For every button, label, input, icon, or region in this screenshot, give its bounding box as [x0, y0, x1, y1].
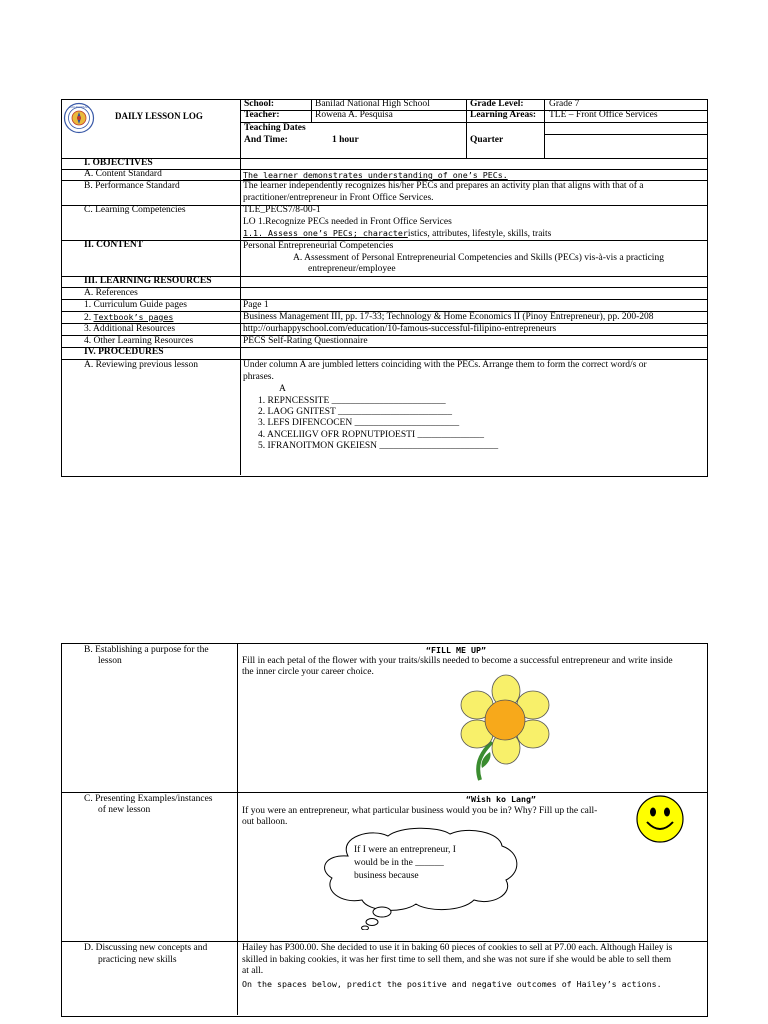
fill-me-up-instruction-2: the inner circle your career choice. — [242, 667, 374, 677]
reviewing-instruction-1: Under column A are jumbled letters coinciding with the PECs. Arrange them to form the correct word/s or — [243, 360, 647, 370]
quarter-label: Quarter — [470, 135, 504, 145]
curriculum-guide-value: Page 1 — [243, 300, 269, 310]
wish-instruction-2: out balloon. — [242, 817, 288, 827]
resources-heading: III. LEARNING RESOURCES — [84, 276, 212, 286]
grade-level-value: Grade 7 — [549, 99, 580, 109]
document-title: DAILY LESSON LOG — [115, 111, 203, 121]
smiley-face-icon — [635, 794, 685, 844]
column-a-header: A — [279, 384, 286, 394]
competency-item-rest: istics, attributes, lifestyle, skills, traits — [407, 229, 552, 239]
fill-me-up-title: “FILL ME UP” — [426, 645, 486, 655]
performance-standard-label: B. Performance Standard — [84, 181, 180, 191]
content-line-1: Personal Entrepreneurial Competencies — [243, 241, 394, 251]
discussing-concepts-label-1: D. Discussing new concepts and — [84, 943, 208, 953]
jumbled-item: 5. IFRANOITMON GKEIESN _________________________ — [258, 441, 499, 451]
flower-icon[interactable] — [454, 672, 554, 784]
content-line-3: entrepreneur/employee — [308, 264, 396, 274]
thought-balloon-icon[interactable] — [318, 826, 524, 930]
hailey-text-1: Hailey has P300.00. She decided to use it in baking 60 pieces of cookies to sell at P7.00 each. Although Hailey is — [242, 943, 673, 953]
content-heading: II. CONTENT — [84, 240, 144, 250]
objectives-heading: I. OBJECTIVES — [84, 158, 153, 168]
balloon-line-2: would be in the ______ — [354, 858, 444, 868]
additional-resources-link[interactable]: http://ourhappyschool.com/education/10-famous-successful-filipino-entrepreneurs — [243, 324, 557, 334]
jumbled-item: 1. REPNCESSITE ________________________ — [258, 396, 446, 406]
textbook-pages-value: Business Management III, pp. 17-33; Technology & Home Economics II (Pinoy Entrepreneur), pp. 200-208 — [243, 312, 654, 322]
learning-areas-label: Learning Areas: — [470, 110, 537, 120]
deped-seal-icon — [63, 102, 95, 134]
textbook-label-text: Textbook’s pages — [93, 312, 174, 322]
teacher-value: Rowena A. Pesquisa — [315, 110, 393, 120]
reviewing-lesson-label: A. Reviewing previous lesson — [84, 360, 198, 370]
teaching-time-label: And Time: — [244, 135, 288, 145]
textbook-num: 2. — [84, 313, 94, 323]
establishing-purpose-label-1: B. Establishing a purpose for the — [84, 645, 209, 655]
jumbled-item: 4. ANCELIIGV OFR ROPNUTPIOESTI ______________ — [258, 430, 484, 440]
wish-instruction-1: If you were an entrepreneur, what particular business would you be in? Why? Fill up the call- — [242, 806, 598, 816]
presenting-examples-label-1: C. Presenting Examples/instances — [84, 794, 213, 804]
establishing-purpose-label-2: lesson — [98, 656, 122, 666]
additional-resources-label: 3. Additional Resources — [84, 324, 176, 334]
content-standard-value: The learner demonstrates understanding of one’s PECs. — [243, 170, 508, 180]
hailey-instruction: On the spaces below, predict the positive and negative outcomes of Hailey’s actions. — [242, 979, 662, 989]
performance-standard-line-1: The learner independently recognizes his/her PECs and prepares an activity plan that aligns with that of a — [243, 181, 644, 191]
competency-lo: LO 1.Recognize PECs needed in Front Office Services — [243, 217, 452, 227]
fill-me-up-instruction-1: Fill in each petal of the flower with your traits/skills needed to become a successful entrepreneur and write inside — [242, 656, 673, 666]
content-standard-label: A. Content Standard — [84, 169, 162, 179]
hailey-text-3: at all. — [242, 966, 264, 976]
hailey-text-2: skilled in baking cookies, it was her first time to sell them, and she was not sure if she would be able to sell them — [242, 955, 671, 965]
school-label: School: — [244, 99, 275, 109]
presenting-examples-label-2: of new lesson — [98, 805, 151, 815]
references-label: A. References — [84, 288, 138, 298]
competency-item-underlined: 1.1. Assess one’s PECs; character — [243, 228, 408, 238]
textbook-pages-label — [84, 312, 173, 324]
content-line-2: A. Assessment of Personal Entrepreneurial Competencies and Skills (PECs) vis-à-vis a practicing — [293, 253, 664, 263]
other-resources-label: 4. Other Learning Resources — [84, 336, 194, 346]
svg-text:KAGAWARAN: KAGAWARAN — [69, 104, 89, 109]
discussing-concepts-label-2: practicing new skills — [98, 955, 177, 965]
procedures-heading: IV. PROCEDURES — [84, 347, 164, 357]
jumbled-item: 2. LAOG GNITEST ________________________ — [258, 407, 453, 417]
wish-ko-lang-title: “Wish ko Lang” — [466, 794, 536, 804]
curriculum-guide-label: 1. Curriculum Guide pages — [84, 300, 187, 310]
competency-item — [243, 228, 551, 240]
school-value: Banilad National High School — [315, 99, 430, 109]
learning-areas-value: TLE – Front Office Services — [549, 110, 658, 120]
balloon-line-3: business because — [354, 871, 419, 881]
teaching-dates-label: Teaching Dates — [244, 123, 306, 133]
teacher-label: Teacher: — [244, 110, 280, 120]
other-resources-value: PECS Self-Rating Questionnaire — [243, 336, 368, 346]
jumbled-item: 3. LEFS DIFENCOCEN ______________________ — [258, 418, 460, 428]
balloon-line-1: If I were an entrepreneur, I — [354, 845, 456, 855]
performance-standard-line-2: practitioner/entrepreneur in Front Office Services. — [243, 193, 434, 203]
learning-competencies-label: C. Learning Competencies — [84, 205, 186, 215]
grade-level-label: Grade Level: — [470, 99, 524, 109]
time-value: 1 hour — [332, 135, 359, 145]
competency-code: TLE_PECS7/8-00-1 — [243, 205, 321, 215]
reviewing-instruction-2: phrases. — [243, 372, 274, 382]
